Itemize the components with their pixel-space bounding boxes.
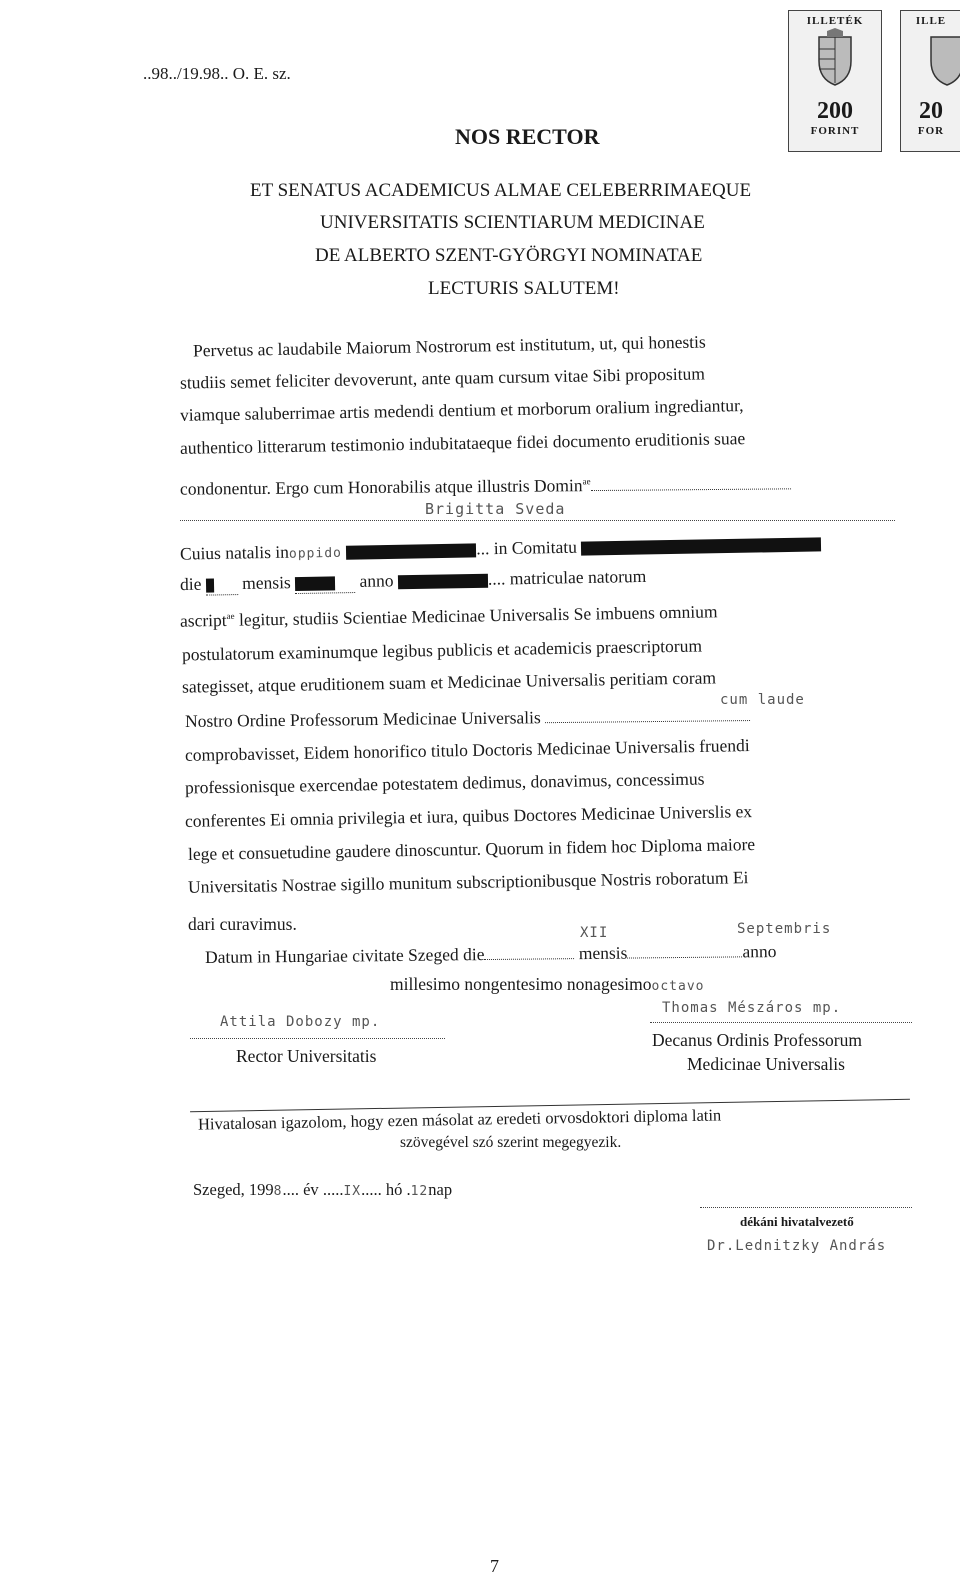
reference-number: ..98../19.98.. O. E. sz. [143,64,291,83]
grade: cum laude [720,692,805,708]
redaction-bar [581,537,821,555]
dean-sign-line [650,1022,912,1023]
year-digit: 8 [273,1184,283,1199]
datum-label: Datum in Hungariae civitate Szeged die [204,944,485,967]
body-line: conferentes Ei omnia privilegia et iura, quibus Doctores Medicinae Universlis ex [184,801,753,831]
datum-mensis-label: mensis [578,942,628,964]
body-line: Universitatis Nostrae sigillo munitum subscriptionibusque Nostris roboratum Ei [187,867,749,897]
stamp-amount: 20 [919,98,943,124]
stamp-currency: FOR [917,125,945,137]
comitatu-label: in Comitatu [493,536,578,559]
ascript-label: ascript [179,609,227,631]
body-line: viamque saluberrimae artis medendi dentium et morborum oralium ingrediantur, [179,395,744,425]
body-line: lege et consuetudine gaudere dinoscuntur. Quorum in fidem hoc Diploma maiore [187,834,756,864]
dean-title: Decanus Ordinis Professorum [652,1030,862,1050]
subtitle-line: UNIVERSITATIS SCIENTIARUM MEDICINAE [320,212,705,233]
dotted-fill [206,573,238,596]
recipient-name: Brigitta Sveda [425,500,566,518]
signer-title: dékáni hivatalvezető [740,1214,854,1229]
gender-suffix: ae [582,476,591,487]
subtitle-line: ET SENATUS ACADEMICUS ALMAE CELEBERRIMAEQUE [250,180,752,201]
year-words-suffix: octavo [651,979,705,994]
place: Szeged, 199 [193,1180,274,1199]
redaction-bar [346,543,476,559]
body-line [180,473,791,499]
die-label: die [179,573,202,595]
datum-day: XII [580,925,609,941]
redaction-bar [398,574,488,590]
document-title: NOS RECTOR [455,124,600,149]
redaction-bar [295,576,335,591]
redaction-bar [206,578,214,592]
revenue-stamp-partial [900,10,960,152]
subtitle-line: DE ALBERTO SZENT-GYÖRGYI NOMINATAE [315,245,703,266]
dean-signature: Thomas Mészáros mp. [662,1000,842,1016]
coat-of-arms-icon [901,27,960,89]
dotted-fill [545,720,750,723]
body-line: sategisset, atque eruditionem suam et Medicinae Universalis peritiam coram [181,667,717,697]
rector-signature: Attila Dobozy mp. [220,1014,381,1030]
birth-line: Cuius natalis inoppido ... in Comitatu [180,532,822,564]
dotted-fill [295,571,355,594]
body-line: Pervetus ac laudabile Maiorum Nostrorum est institutum, ut, qui honestis [192,331,706,361]
cert-month: IX [343,1184,362,1199]
birthplace-prefix: oppido [288,545,343,562]
stamp-label: ILLETÉK [806,15,864,27]
certification-line: Hivatalosan igazolom, hogy ezen másolat az eredeti orvosdoktori diploma latin [197,1105,722,1134]
nap-label: nap [428,1180,453,1199]
matriculae-label: matriculae natorum [509,565,647,589]
page-number: 7 [490,1556,499,1576]
datum-line [205,941,777,968]
dotted-fill [591,488,791,491]
cuius-label: Cuius natalis in [179,541,290,564]
ev-label: év [303,1180,319,1199]
cert-day: 12 [410,1184,429,1199]
rector-sign-line [190,1038,445,1039]
coat-of-arms-icon [789,27,881,89]
rector-title: Rector Universitatis [236,1046,377,1066]
gender-suffix: ae [226,610,235,622]
datum-month: Septembris [737,921,832,937]
year-words: millesimo nongentesimo nonagesimo [390,974,652,994]
mensis-label: mensis [241,572,291,593]
datum-anno-label: anno [742,941,777,962]
certification-line: szövegével szó szerint megegyezik. [400,1134,622,1151]
certification-date: Szeged, 1998.... év .....IX..... hó .12nap [193,1180,453,1199]
ordine-label: Nostro Ordine Professorum Medicinae Universalis [184,707,541,731]
body-line: dari curavimus. [188,914,297,934]
dean-title: Medicinae Universalis [687,1054,845,1074]
body-line [180,601,718,631]
name-dotted-line [180,520,895,521]
dotted-fill [627,956,742,958]
body-line: comprobavisset, Eidem honorifico titulo Doctoris Medicinae Universalis fruendi [184,735,750,765]
body-line: studiis semet feliciter devoverunt, ante quam cursum vitae Sibi propositum [179,363,706,393]
body-text: legitur, studiis Scientiae Medicinae Universalis Se imbuens omnium [238,601,718,630]
signer-name: Dr.Lednitzky András [707,1238,887,1254]
stamp-currency: FORINT [810,125,860,137]
stamp-label: ILLE [915,15,947,27]
anno-label: anno [359,570,394,591]
body-line: professionisque exercendae potestatem dedimus, donavimus, concessimus [184,768,705,798]
body-line: authentico litterarum testimonio indubitataeque fidei documento eruditionis suae [179,428,746,458]
stamp-amount: 200 [817,98,853,124]
body-line [185,705,750,732]
body-line: postulatorum examinumque legibus publicis et academicis praescriptorum [181,635,703,665]
subtitle-line: LECTURIS SALUTEM! [428,278,620,299]
signer-sign-line [700,1207,912,1208]
body-text: condonentur. Ergo cum Honorabilis atque illustris Domin [179,475,583,499]
dotted-fill [484,958,574,960]
year-line [390,974,704,995]
ho-label: hó [385,1180,403,1199]
birth-date-line: die mensis anno .... matriculae natorum [179,565,647,595]
revenue-stamp [788,10,882,152]
